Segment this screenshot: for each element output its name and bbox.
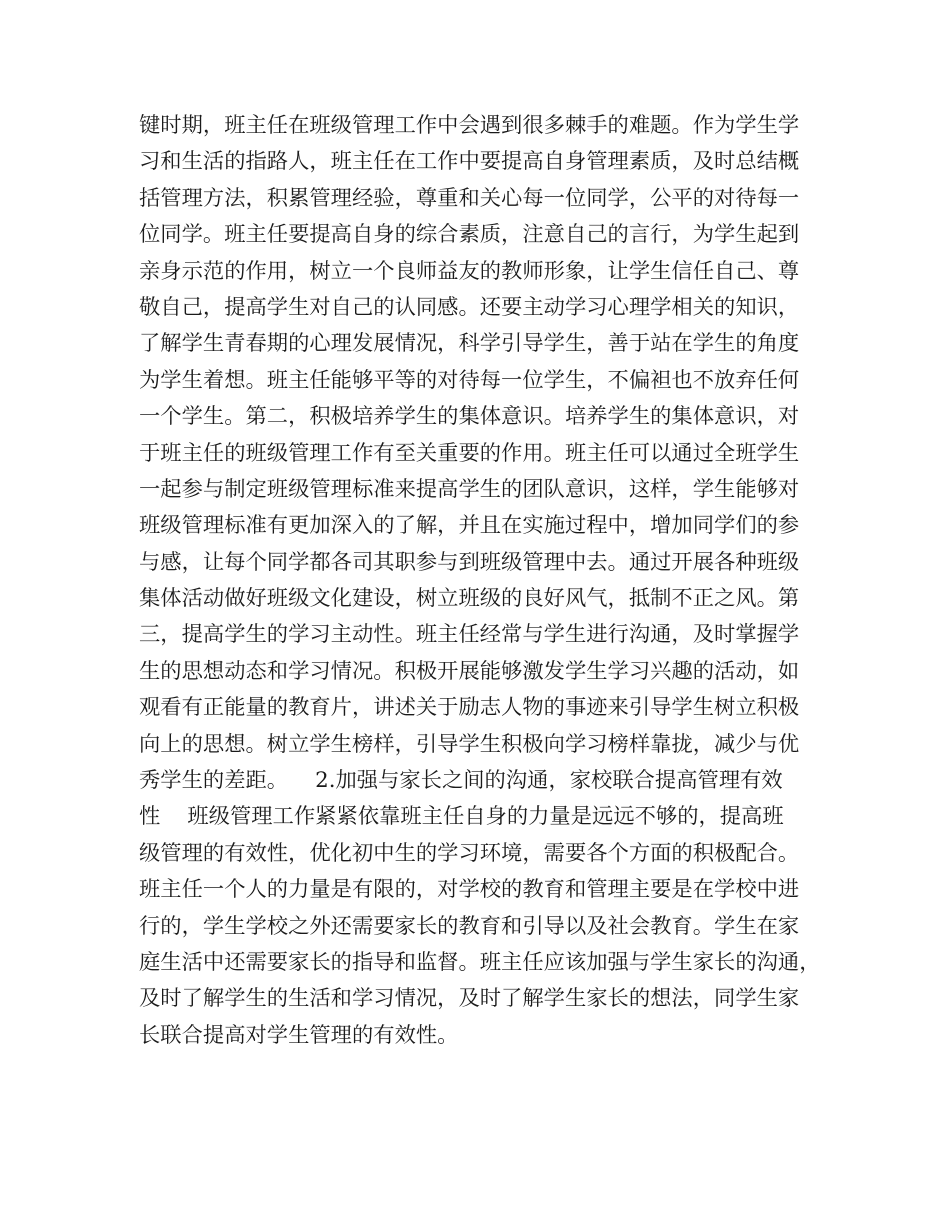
- text-line: 集体活动做好班级文化建设，树立班级的良好风气，抵制不正之风。第: [139, 586, 800, 612]
- text-line: 位同学。班主任要提高自身的综合素质，注意自己的言行，为学生起到: [139, 222, 800, 248]
- text-line: 生的思想动态和学习情况。积极开展能够激发学生学习兴趣的活动，如: [139, 658, 800, 684]
- text-line: 观看有正能量的教育片，讲述关于励志人物的事迹来引导学生树立积极: [139, 695, 800, 721]
- text-line: 为学生着想。班主任能够平等的对待每一位学生，不偏袒也不放弃任何: [139, 367, 800, 393]
- text-line: 长联合提高对学生管理的有效性。: [139, 1022, 459, 1048]
- text-line: 键时期，班主任在班级管理工作中会遇到很多棘手的难题。作为学生学: [139, 113, 800, 138]
- body-text: [139, 108, 829, 1054]
- text-line: 与感，让每个同学都各司其职参与到班级管理中去。通过开展各种班级: [139, 549, 800, 575]
- text-line: 亲身示范的作用，树立一个良师益友的教师形象，让学生信任自己、尊: [139, 258, 800, 284]
- text-line: 敬自己，提高学生对自己的认同感。还要主动学习心理学相关的知识，: [139, 294, 800, 320]
- text-line: 三，提高学生的学习主动性。班主任经常与学生进行沟通，及时掌握学: [139, 622, 800, 648]
- text-line: 班主任一个人的力量是有限的，对学校的教育和管理主要是在学校中进: [139, 877, 800, 903]
- text-line: 班级管理标准有更加深入的了解，并且在实施过程中，增加同学们的参: [139, 513, 800, 539]
- text-line: 了解学生青春期的心理发展情况，科学引导学生，善于站在学生的角度: [139, 331, 800, 357]
- text-line: 行的，学生学校之外还需要家长的教育和引导以及社会教育。学生在家: [139, 913, 800, 939]
- text-line: 及时了解学生的生活和学习情况，及时了解学生家长的想法，同学生家: [139, 986, 800, 1012]
- text-line: 于班主任的班级管理工作有至关重要的作用。班主任可以通过全班学生: [139, 440, 800, 466]
- text-line: 括管理方法，积累管理经验，尊重和关心每一位同学，公平的对待每一: [139, 185, 800, 211]
- text-line: 向上的思想。树立学生榜样，引导学生积极向学习榜样靠拢，减少与优: [139, 731, 800, 757]
- text-line: 秀学生的差距。 2.加强与家长之间的沟通，家校联合提高管理有效: [139, 768, 783, 794]
- text-line: 习和生活的指路人，班主任在工作中要提高自身管理素质，及时总结概: [139, 149, 800, 175]
- text-line: 一起参与制定班级管理标准来提高学生的团队意识，这样，学生能够对: [139, 476, 800, 502]
- text-line: 庭生活中还需要家长的指导和监督。班主任应该加强与学生家长的沟通，: [139, 949, 821, 975]
- text-line: 性 班级管理工作紧紧依靠班主任自身的力量是远远不够的，提高班: [139, 804, 784, 830]
- text-line: 级管理的有效性，优化初中生的学习环境，需要各个方面的积极配合。: [139, 840, 800, 866]
- text-line: 一个学生。第二，积极培养学生的集体意识。培养学生的集体意识，对: [139, 404, 800, 430]
